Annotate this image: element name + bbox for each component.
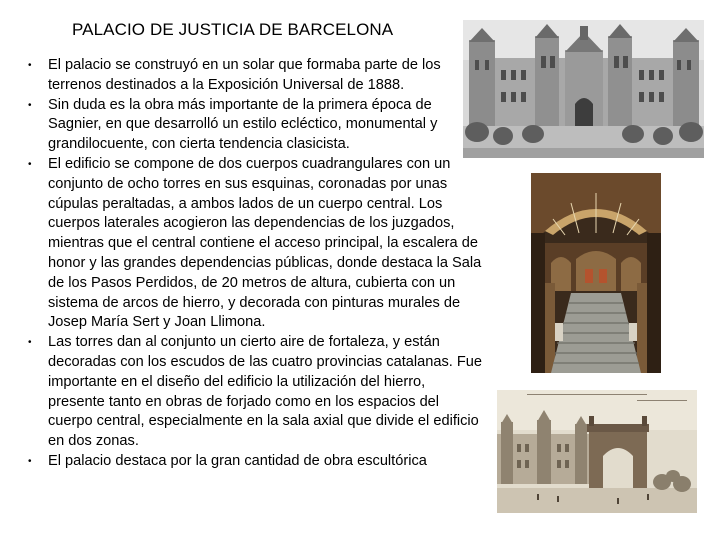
bullet-icon: • [28, 99, 32, 111]
interior-stair-hall-photo [531, 173, 661, 373]
bullet-icon: • [28, 158, 32, 170]
bullet-list [22, 56, 482, 472]
bullet-icon: • [28, 337, 32, 349]
bullet-text: Sin duda es la obra más importante de la primera época de Sagnier, en que desarrolló un estilo ecléctico, monumental y grandilocuente, con cierta tendencia clasicista. [48, 96, 438, 153]
bullet-text: El palacio se construyó en un solar que formaba parte de los terrenos destinados a la Exposición Universal de 1888. [48, 57, 441, 93]
slide-title: PALACIO DE JUSTICIA DE BARCELONA [72, 20, 394, 39]
bullet-text: El palacio destaca por la gran cantidad de obra escultórica [48, 452, 427, 469]
bullet-icon: • [28, 455, 32, 467]
bullet-item [22, 56, 482, 96]
postcard-arc-de-triomf-photo [497, 390, 697, 513]
bullet-icon: • [28, 60, 32, 71]
building-facade-photo [463, 20, 704, 158]
bullet-item [22, 155, 482, 333]
bullet-item [22, 452, 482, 472]
bullet-item [22, 333, 482, 452]
bullet-text: El edificio se compone de dos cuerpos cuadrangulares con un conjunto de ocho torres en sus esquinas, coronadas por unas cúpulas peraltadas, a ambos lados de un cuerpo central. Los cuerpos laterales acogieron las dependencias de los juzgados, mientras que el central contiene el acceso principal, la escalera de honor y las grandes dependencias públicas, donde destaca la Sala de los Pasos Perdidos, de 20 metros de altura, cubierta con un sistema de arcos de hierro, y decorada con pinturas murales de Josep María Sert y Joan Llimona. [48, 155, 482, 331]
bullet-item [22, 96, 482, 155]
bullet-text: Las torres dan al conjunto un cierto aire de fortaleza, y están decoradas con los escudos de las cuatro provincias catalanas. Fue importante en el diseño del edificio la utilización del hierro, presente tanto en obras de forjado como en los espacios del cuerpo central, especialmente en la sala axial que divide el edificio en dos zonas. [48, 334, 483, 450]
